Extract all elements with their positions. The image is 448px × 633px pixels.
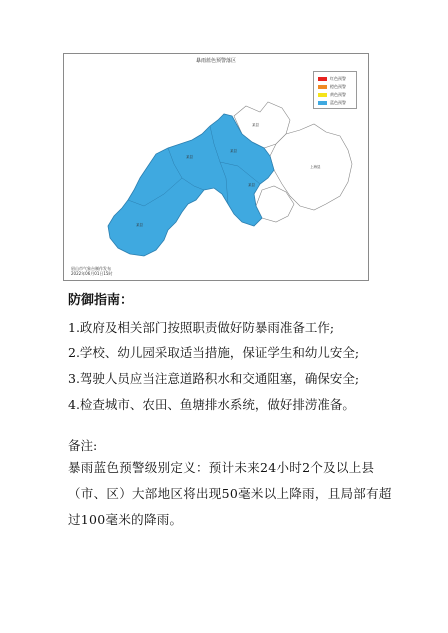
credit-line: 眉山市气象台制作发布 bbox=[71, 266, 111, 271]
legend-swatch-red bbox=[318, 77, 327, 81]
legend-item bbox=[318, 75, 352, 83]
guide-item: 4.检查城市、农田、鱼塘排水系统，做好排涝准备。 bbox=[68, 397, 355, 412]
map-title: 暴雨蓝色预警落区 bbox=[195, 58, 236, 64]
note-definition: 暴雨蓝色预警级别定义：预计未来24小时2个及以上县（市、区）大部地区将出现50毫米以上降雨，且局部有超过100毫米的降雨。 bbox=[68, 460, 392, 527]
guide-item: 1.政府及相关部门按照职责做好防暴雨准备工作; bbox=[68, 320, 335, 335]
map-label: 某县 bbox=[186, 155, 193, 159]
guide-item: 3.驾驶人员应当注意道路积水和交通阻塞，确保安全; bbox=[68, 371, 360, 386]
map-label: 某县 bbox=[252, 123, 259, 127]
legend-swatch-blue bbox=[318, 101, 327, 105]
map-label: 某县 bbox=[248, 183, 255, 187]
warning-map bbox=[63, 53, 369, 281]
legend-label: 橙色预警 bbox=[330, 84, 346, 89]
map-label: 某县 bbox=[230, 149, 237, 153]
legend-item bbox=[318, 99, 352, 107]
note-heading: 备注: bbox=[68, 438, 98, 453]
legend-swatch-orange bbox=[318, 85, 327, 89]
legend-item bbox=[318, 83, 352, 91]
legend-label: 黄色预警 bbox=[330, 92, 346, 97]
map-label: 上海县 bbox=[310, 165, 321, 169]
map-legend bbox=[313, 71, 357, 109]
legend-swatch-yellow bbox=[318, 93, 327, 97]
map-label: 某县 bbox=[136, 223, 143, 227]
legend-item bbox=[318, 91, 352, 99]
map-credit bbox=[71, 266, 112, 276]
legend-label: 红色预警 bbox=[330, 76, 346, 81]
guide-heading: 防御指南： bbox=[68, 293, 134, 308]
guide-item: 2.学校、幼儿园采取适当措施，保证学生和幼儿安全; bbox=[68, 345, 360, 360]
credit-line: 2022年06月01日15时 bbox=[71, 271, 113, 276]
legend-label: 蓝色预警 bbox=[330, 100, 346, 105]
